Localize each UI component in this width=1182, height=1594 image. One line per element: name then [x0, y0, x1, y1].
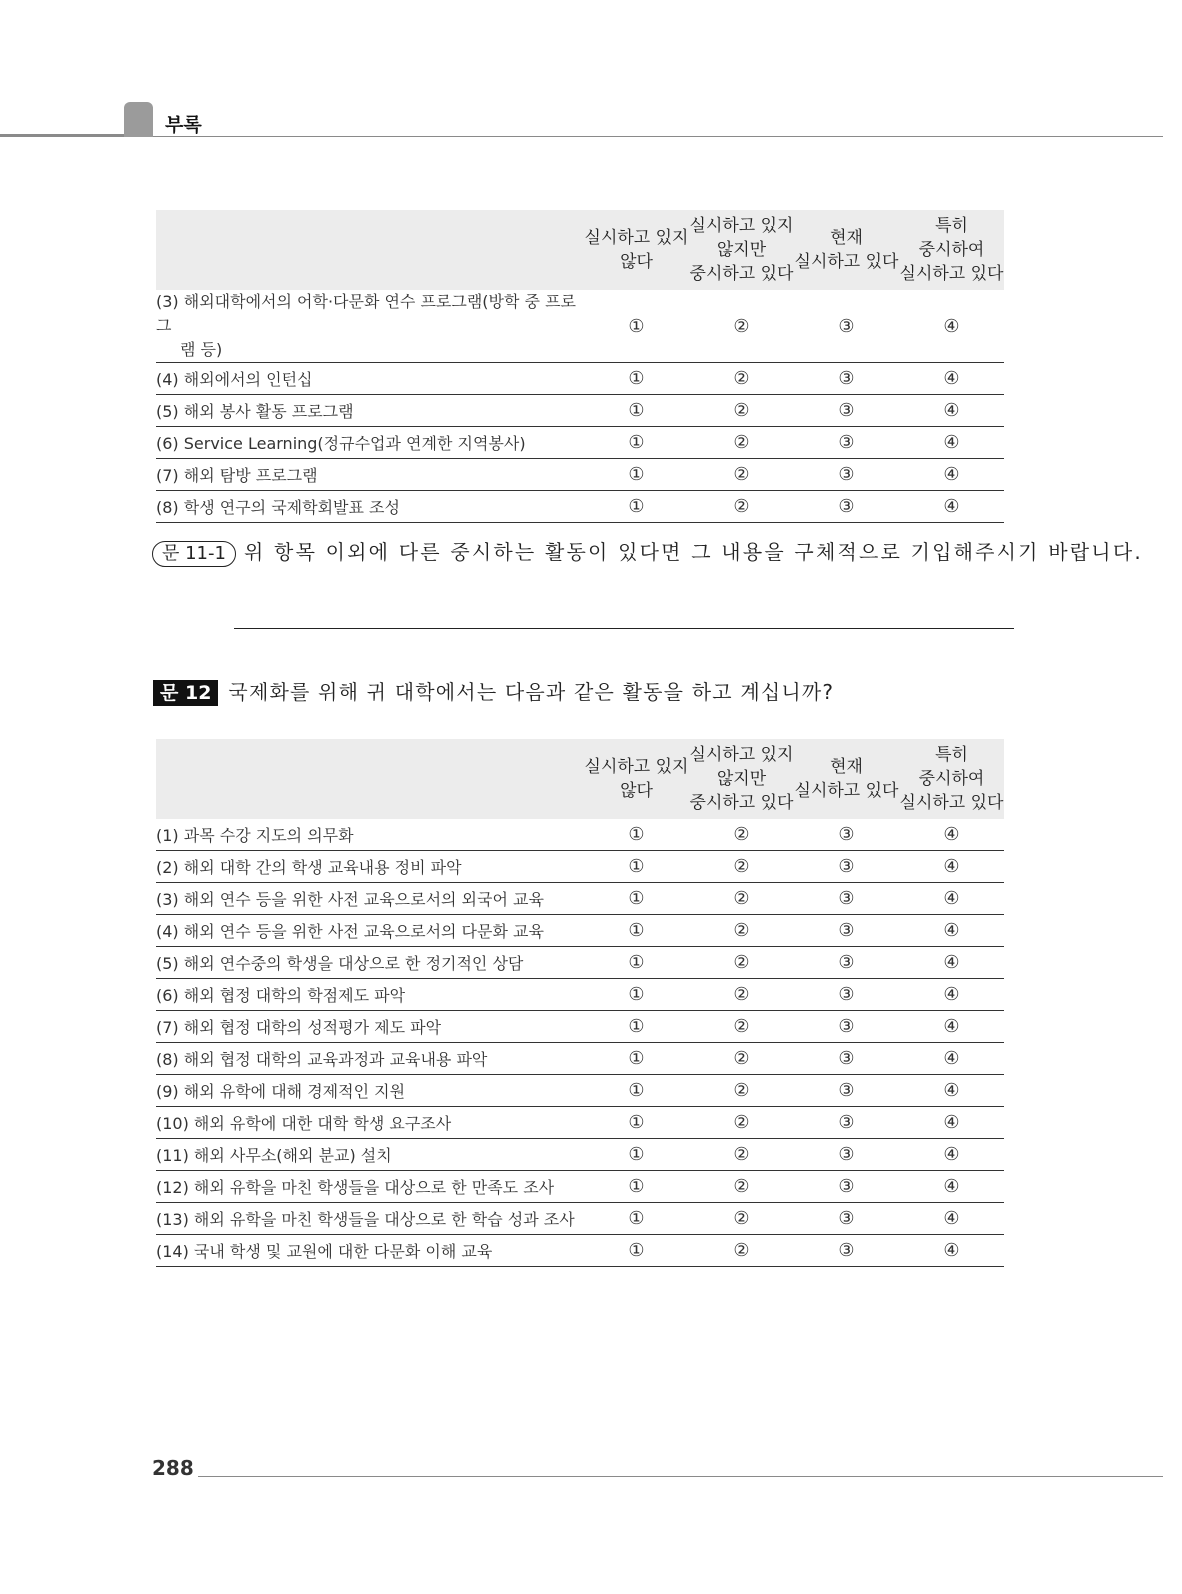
option-2[interactable]: ② [689, 915, 794, 947]
question-12 [153, 676, 834, 706]
row-label: (12) 해외 유학을 마친 학생들을 대상으로 한 만족도 조사 [156, 1171, 584, 1203]
table-row [156, 395, 1004, 427]
question-text: 국제화를 위해 귀 대학에서는 다음과 같은 활동을 하고 계십니까? [228, 680, 835, 704]
column-header-not-implemented-but-valued: 실시하고 있지 않지만 중시하고 있다 [689, 739, 794, 819]
option-1[interactable]: ① [584, 947, 689, 979]
row-label: (14) 국내 학생 및 교원에 대한 다문화 이해 교육 [156, 1235, 584, 1267]
option-4[interactable]: ④ [899, 1171, 1004, 1203]
table-row [156, 1043, 1004, 1075]
table-row [156, 819, 1004, 851]
option-3[interactable]: ③ [794, 290, 899, 363]
option-3[interactable]: ③ [794, 883, 899, 915]
option-2[interactable]: ② [689, 491, 794, 523]
table-row [156, 915, 1004, 947]
option-2[interactable]: ② [689, 1139, 794, 1171]
option-4[interactable]: ④ [899, 947, 1004, 979]
option-2[interactable]: ② [689, 290, 794, 363]
column-header-currently-implemented: 현재 실시하고 있다 [794, 210, 899, 290]
option-3[interactable]: ③ [794, 1171, 899, 1203]
row-label: (4) 해외에서의 인턴십 [156, 363, 584, 395]
question-table-1 [156, 210, 1004, 523]
option-4[interactable]: ④ [899, 427, 1004, 459]
row-label [156, 290, 584, 363]
row-label: (7) 해외 탐방 프로그램 [156, 459, 584, 491]
option-4[interactable]: ④ [899, 459, 1004, 491]
table-row [156, 947, 1004, 979]
table-row [156, 1139, 1004, 1171]
option-3[interactable]: ③ [794, 1139, 899, 1171]
option-4[interactable]: ④ [899, 363, 1004, 395]
option-4[interactable]: ④ [899, 819, 1004, 851]
option-3[interactable]: ③ [794, 915, 899, 947]
row-label: (10) 해외 유학에 대한 대학 학생 요구조사 [156, 1107, 584, 1139]
page-number: 288 [152, 1456, 194, 1480]
option-3[interactable]: ③ [794, 947, 899, 979]
row-label: (3) 해외 연수 등을 위한 사전 교육으로서의 외국어 교육 [156, 883, 584, 915]
row-label: (8) 학생 연구의 국제학회발표 조성 [156, 491, 584, 523]
option-1[interactable]: ① [584, 1043, 689, 1075]
row-label: (9) 해외 유학에 대해 경제적인 지원 [156, 1075, 584, 1107]
question-tag: 문 11-1 [152, 541, 236, 567]
option-3[interactable]: ③ [794, 1011, 899, 1043]
option-4[interactable]: ④ [899, 851, 1004, 883]
row-label: (1) 과목 수강 지도의 의무화 [156, 819, 584, 851]
column-header-especially-valued: 특히 중시하여 실시하고 있다 [899, 739, 1004, 819]
option-4[interactable]: ④ [899, 1139, 1004, 1171]
option-3[interactable]: ③ [794, 979, 899, 1011]
option-3[interactable]: ③ [794, 1075, 899, 1107]
table-row [156, 290, 1004, 363]
table-row [156, 1171, 1004, 1203]
header-blank-cell [156, 739, 584, 819]
option-1[interactable]: ① [584, 427, 689, 459]
column-header-not-implemented: 실시하고 있지 않다 [584, 739, 689, 819]
table-row [156, 363, 1004, 395]
option-4[interactable]: ④ [899, 395, 1004, 427]
option-3[interactable]: ③ [794, 1235, 899, 1267]
option-1[interactable]: ① [584, 851, 689, 883]
option-4[interactable]: ④ [899, 915, 1004, 947]
question-tag: 문 12 [153, 680, 218, 706]
option-1[interactable]: ① [584, 979, 689, 1011]
option-3[interactable]: ③ [794, 459, 899, 491]
row-label: (6) 해외 협정 대학의 학점제도 파악 [156, 979, 584, 1011]
option-3[interactable]: ③ [794, 395, 899, 427]
row-label-continuation: 램 등) [180, 340, 223, 359]
question-11-1 [152, 536, 1143, 567]
option-4[interactable]: ④ [899, 1203, 1004, 1235]
option-1[interactable]: ① [584, 1011, 689, 1043]
option-1[interactable]: ① [584, 1139, 689, 1171]
option-2[interactable]: ② [689, 427, 794, 459]
option-4[interactable]: ④ [899, 883, 1004, 915]
table-row [156, 1235, 1004, 1267]
option-3[interactable]: ③ [794, 819, 899, 851]
table-row [156, 491, 1004, 523]
option-4[interactable]: ④ [899, 1043, 1004, 1075]
option-4[interactable]: ④ [899, 1075, 1004, 1107]
option-2[interactable]: ② [689, 1011, 794, 1043]
table-row [156, 979, 1004, 1011]
header-tab-marker [124, 102, 153, 137]
option-1[interactable]: ① [584, 819, 689, 851]
footer-rule [198, 1476, 1163, 1477]
option-1[interactable]: ① [584, 1235, 689, 1267]
option-2[interactable]: ② [689, 1171, 794, 1203]
option-4[interactable]: ④ [899, 1011, 1004, 1043]
option-2[interactable]: ② [689, 459, 794, 491]
option-4[interactable]: ④ [899, 290, 1004, 363]
column-header-currently-implemented: 현재 실시하고 있다 [794, 739, 899, 819]
option-1[interactable]: ① [584, 363, 689, 395]
option-1[interactable]: ① [584, 290, 689, 363]
section-title: 부록 [165, 114, 202, 136]
row-label-text: (3) 해외대학에서의 어학·다문화 연수 프로그램(방학 중 프로그 [156, 292, 576, 335]
question-table-2 [156, 739, 1004, 1267]
option-1[interactable]: ① [584, 1075, 689, 1107]
row-label: (13) 해외 유학을 마친 학생들을 대상으로 한 학습 성과 조사 [156, 1203, 584, 1235]
column-header-not-implemented-but-valued: 실시하고 있지 않지만 중시하고 있다 [689, 210, 794, 290]
option-3[interactable]: ③ [794, 1043, 899, 1075]
option-2[interactable]: ② [689, 1203, 794, 1235]
option-2[interactable]: ② [689, 819, 794, 851]
option-3[interactable]: ③ [794, 363, 899, 395]
row-label: (5) 해외 봉사 활동 프로그램 [156, 395, 584, 427]
column-header-especially-valued: 특히 중시하여 실시하고 있다 [899, 210, 1004, 290]
table-row [156, 1107, 1004, 1139]
row-label: (8) 해외 협정 대학의 교육과정과 교육내용 파악 [156, 1043, 584, 1075]
option-3[interactable]: ③ [794, 1107, 899, 1139]
option-3[interactable]: ③ [794, 427, 899, 459]
option-2[interactable]: ② [689, 851, 794, 883]
table-row [156, 1075, 1004, 1107]
table-row [156, 1203, 1004, 1235]
option-2[interactable]: ② [689, 979, 794, 1011]
option-2[interactable]: ② [689, 1075, 794, 1107]
option-1[interactable]: ① [584, 395, 689, 427]
option-1[interactable]: ① [584, 1171, 689, 1203]
option-4[interactable]: ④ [899, 1107, 1004, 1139]
answer-line[interactable] [234, 628, 1014, 629]
option-3[interactable]: ③ [794, 491, 899, 523]
table-row [156, 1011, 1004, 1043]
column-header-not-implemented: 실시하고 있지 않다 [584, 210, 689, 290]
option-2[interactable]: ② [689, 1043, 794, 1075]
row-label: (4) 해외 연수 등을 위한 사전 교육으로서의 다문화 교육 [156, 915, 584, 947]
option-1[interactable]: ① [584, 1203, 689, 1235]
row-label: (6) Service Learning(정규수업과 연계한 지역봉사) [156, 427, 584, 459]
table-header-row [156, 210, 1004, 290]
option-2[interactable]: ② [689, 947, 794, 979]
option-3[interactable]: ③ [794, 1203, 899, 1235]
table-row [156, 459, 1004, 491]
option-1[interactable]: ① [584, 491, 689, 523]
question-text: 위 항목 이외에 다른 중시하는 활동이 있다면 그 내용을 구체적으로 기입해주시기 바랍니다. [243, 540, 1143, 564]
row-label: (2) 해외 대학 간의 학생 교육내용 정비 파악 [156, 851, 584, 883]
header-blank-cell [156, 210, 584, 290]
option-2[interactable]: ② [689, 883, 794, 915]
row-label: (5) 해외 연수중의 학생을 대상으로 한 정기적인 상담 [156, 947, 584, 979]
option-2[interactable]: ② [689, 363, 794, 395]
table-header-row [156, 739, 1004, 819]
option-3[interactable]: ③ [794, 851, 899, 883]
option-1[interactable]: ① [584, 915, 689, 947]
table-row [156, 883, 1004, 915]
option-4[interactable]: ④ [899, 1235, 1004, 1267]
option-2[interactable]: ② [689, 1235, 794, 1267]
table-row [156, 851, 1004, 883]
option-1[interactable]: ① [584, 459, 689, 491]
option-4[interactable]: ④ [899, 491, 1004, 523]
option-2[interactable]: ② [689, 1107, 794, 1139]
option-4[interactable]: ④ [899, 979, 1004, 1011]
option-1[interactable]: ① [584, 1107, 689, 1139]
row-label: (7) 해외 협정 대학의 성적평가 제도 파악 [156, 1011, 584, 1043]
row-label: (11) 해외 사무소(해외 분교) 설치 [156, 1139, 584, 1171]
table-row [156, 427, 1004, 459]
option-2[interactable]: ② [689, 395, 794, 427]
option-1[interactable]: ① [584, 883, 689, 915]
